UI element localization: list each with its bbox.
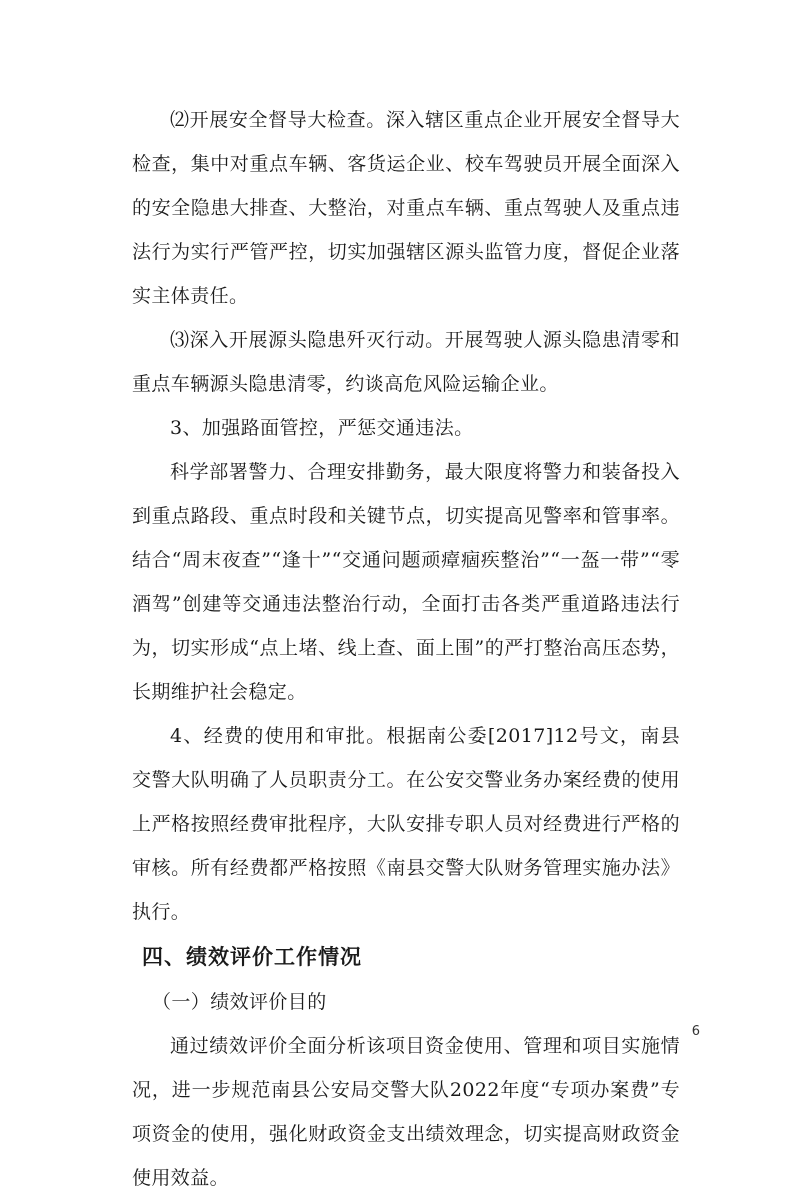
paragraph-road-control-title: 3、加强路面管控，严惩交通违法。 [170,417,474,439]
paragraph-hazard-elimination: ⑶深入开展源头隐患歼灭行动。开展驾驶人源头隐患清零和重点车辆源头隐患清零，约谈高危风险运输企业。 [132,329,680,395]
page-number: 6 [691,1024,700,1039]
document-body [132,98,680,1200]
subsection-heading: （一）绩效评价目的 [152,991,327,1013]
paragraph-evaluation-purpose: 通过绩效评价全面分析该项目资金使用、管理和项目实施情况，进一步规范南县公安局交警大队2022年度“专项办案费”专项资金的使用，强化财政资金支出绩效理念，切实提高财政资金使用效益。 [132,1035,680,1189]
paragraph-funding-approval: 4、经费的使用和审批。根据南公委[2017]12号文，南县交警大队明确了人员职责分工。在公安交警业务办案经费的使用上严格按照经费审批程序，大队安排专职人员对经费进行严格的审核。所有经费都严格按照《南县交警大队财务管理实施办法》执行。 [132,725,680,923]
paragraph-police-deployment: 科学部署警力、合理安排勤务，最大限度将警力和装备投入到重点路段、重点时段和关键节点，切实提高见警率和管事率。结合“周末夜查”“逢十”“交通问题顽瘴痼疾整治”“一盔一带”“零酒驾”创建等交通违法整治行动，全面打击各类严重道路违法行为，切实形成“点上堵、线上查、面上围”的严打整治高压态势，长期维护社会稳定。 [132,461,680,703]
section-heading: 四、绩效评价工作情况 [142,945,362,969]
paragraph-safety-inspection: ⑵开展安全督导大检查。深入辖区重点企业开展安全督导大检查，集中对重点车辆、客货运企业、校车驾驶员开展全面深入的安全隐患大排查、大整治，对重点车辆、重点驾驶人及重点违法行为实行严管严控，切实加强辖区源头监管力度，督促企业落实主体责任。 [132,109,680,307]
